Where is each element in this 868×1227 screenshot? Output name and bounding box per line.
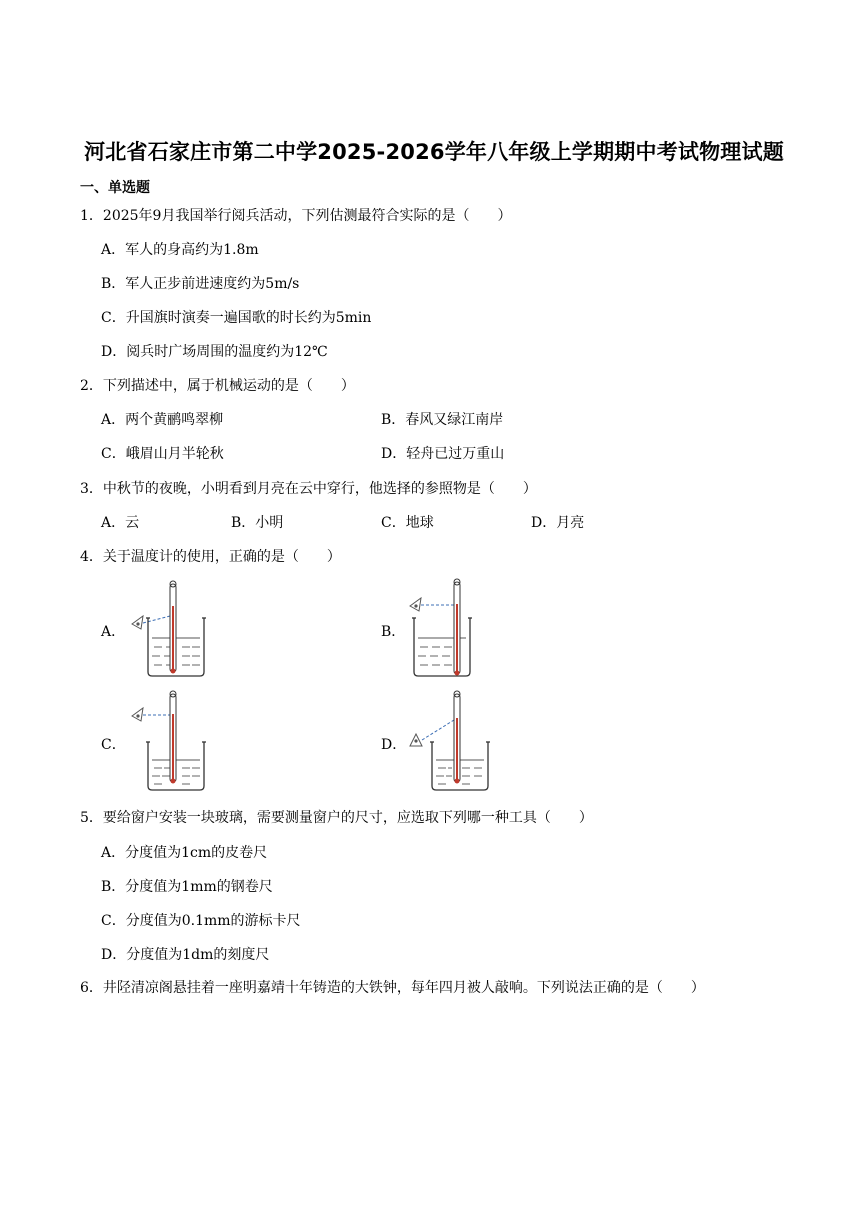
question-6-stem: 6．井陉清凉阁悬挂着一座明嘉靖十年铸造的大铁钟，每年四月被人敲响。下列说法正确的是（ ） xyxy=(80,980,705,996)
question-2-option-c: C．峨眉山月半轮秋 xyxy=(101,446,224,462)
page-title: 河北省石家庄市第二中学2025-2026学年八年级上学期期中考试物理试题 xyxy=(84,140,784,164)
question-5-option-c: C．分度值为0.1mm的游标卡尺 xyxy=(101,913,301,929)
question-1-option-b: B．军人正步前进速度约为5m/s xyxy=(101,276,300,292)
question-5-stem: 5．要给窗户安装一块玻璃，需要测量窗户的尺寸，应选取下列哪一种工具（ ） xyxy=(80,810,593,826)
question-2-option-d: D．轻舟已过万重山 xyxy=(381,446,505,462)
question-1-stem: 1．2025年9月我国举行阅兵活动，下列估测最符合实际的是（ ） xyxy=(80,208,512,224)
question-2-option-a: A．两个黄鹂鸣翠柳 xyxy=(101,412,224,428)
thermometer-figure-d xyxy=(404,688,494,800)
question-3-option-d: D．月亮 xyxy=(531,515,585,531)
question-2-option-b: B．春风又绿江南岸 xyxy=(381,412,504,428)
question-1-option-c: C．升国旗时演奏一遍国歌的时长约为5min xyxy=(101,310,372,326)
question-5-option-a: A．分度值为1cm的皮卷尺 xyxy=(101,845,268,861)
question-4-option-d: D． xyxy=(381,737,407,753)
question-3-option-c: C．地球 xyxy=(381,515,434,531)
question-4-option-a: A． xyxy=(101,624,126,640)
thermometer-figure-a xyxy=(126,576,216,686)
question-2-stem: 2．下列描述中，属于机械运动的是（ ） xyxy=(80,378,355,394)
thermometer-figure-c xyxy=(126,688,216,800)
question-4-option-c: C． xyxy=(101,737,126,753)
question-3-stem: 3．中秋节的夜晚，小明看到月亮在云中穿行，他选择的参照物是（ ） xyxy=(80,481,537,497)
section-heading: 一、单选题 xyxy=(80,180,150,196)
question-1-option-a: A．军人的身高约为1.8m xyxy=(101,242,259,258)
question-4-stem: 4．关于温度计的使用，正确的是（ ） xyxy=(80,549,341,565)
thermometer-figure-b xyxy=(404,574,494,686)
question-3-option-a: A．云 xyxy=(101,515,140,531)
question-5-option-b: B．分度值为1mm的钢卷尺 xyxy=(101,879,273,895)
question-3-option-b: B．小明 xyxy=(231,515,284,531)
question-5-option-d: D．分度值为1dm的刻度尺 xyxy=(101,947,270,963)
question-4-option-b: B． xyxy=(381,624,406,640)
question-1-option-d: D．阅兵时广场周围的温度约为12℃ xyxy=(101,344,328,360)
